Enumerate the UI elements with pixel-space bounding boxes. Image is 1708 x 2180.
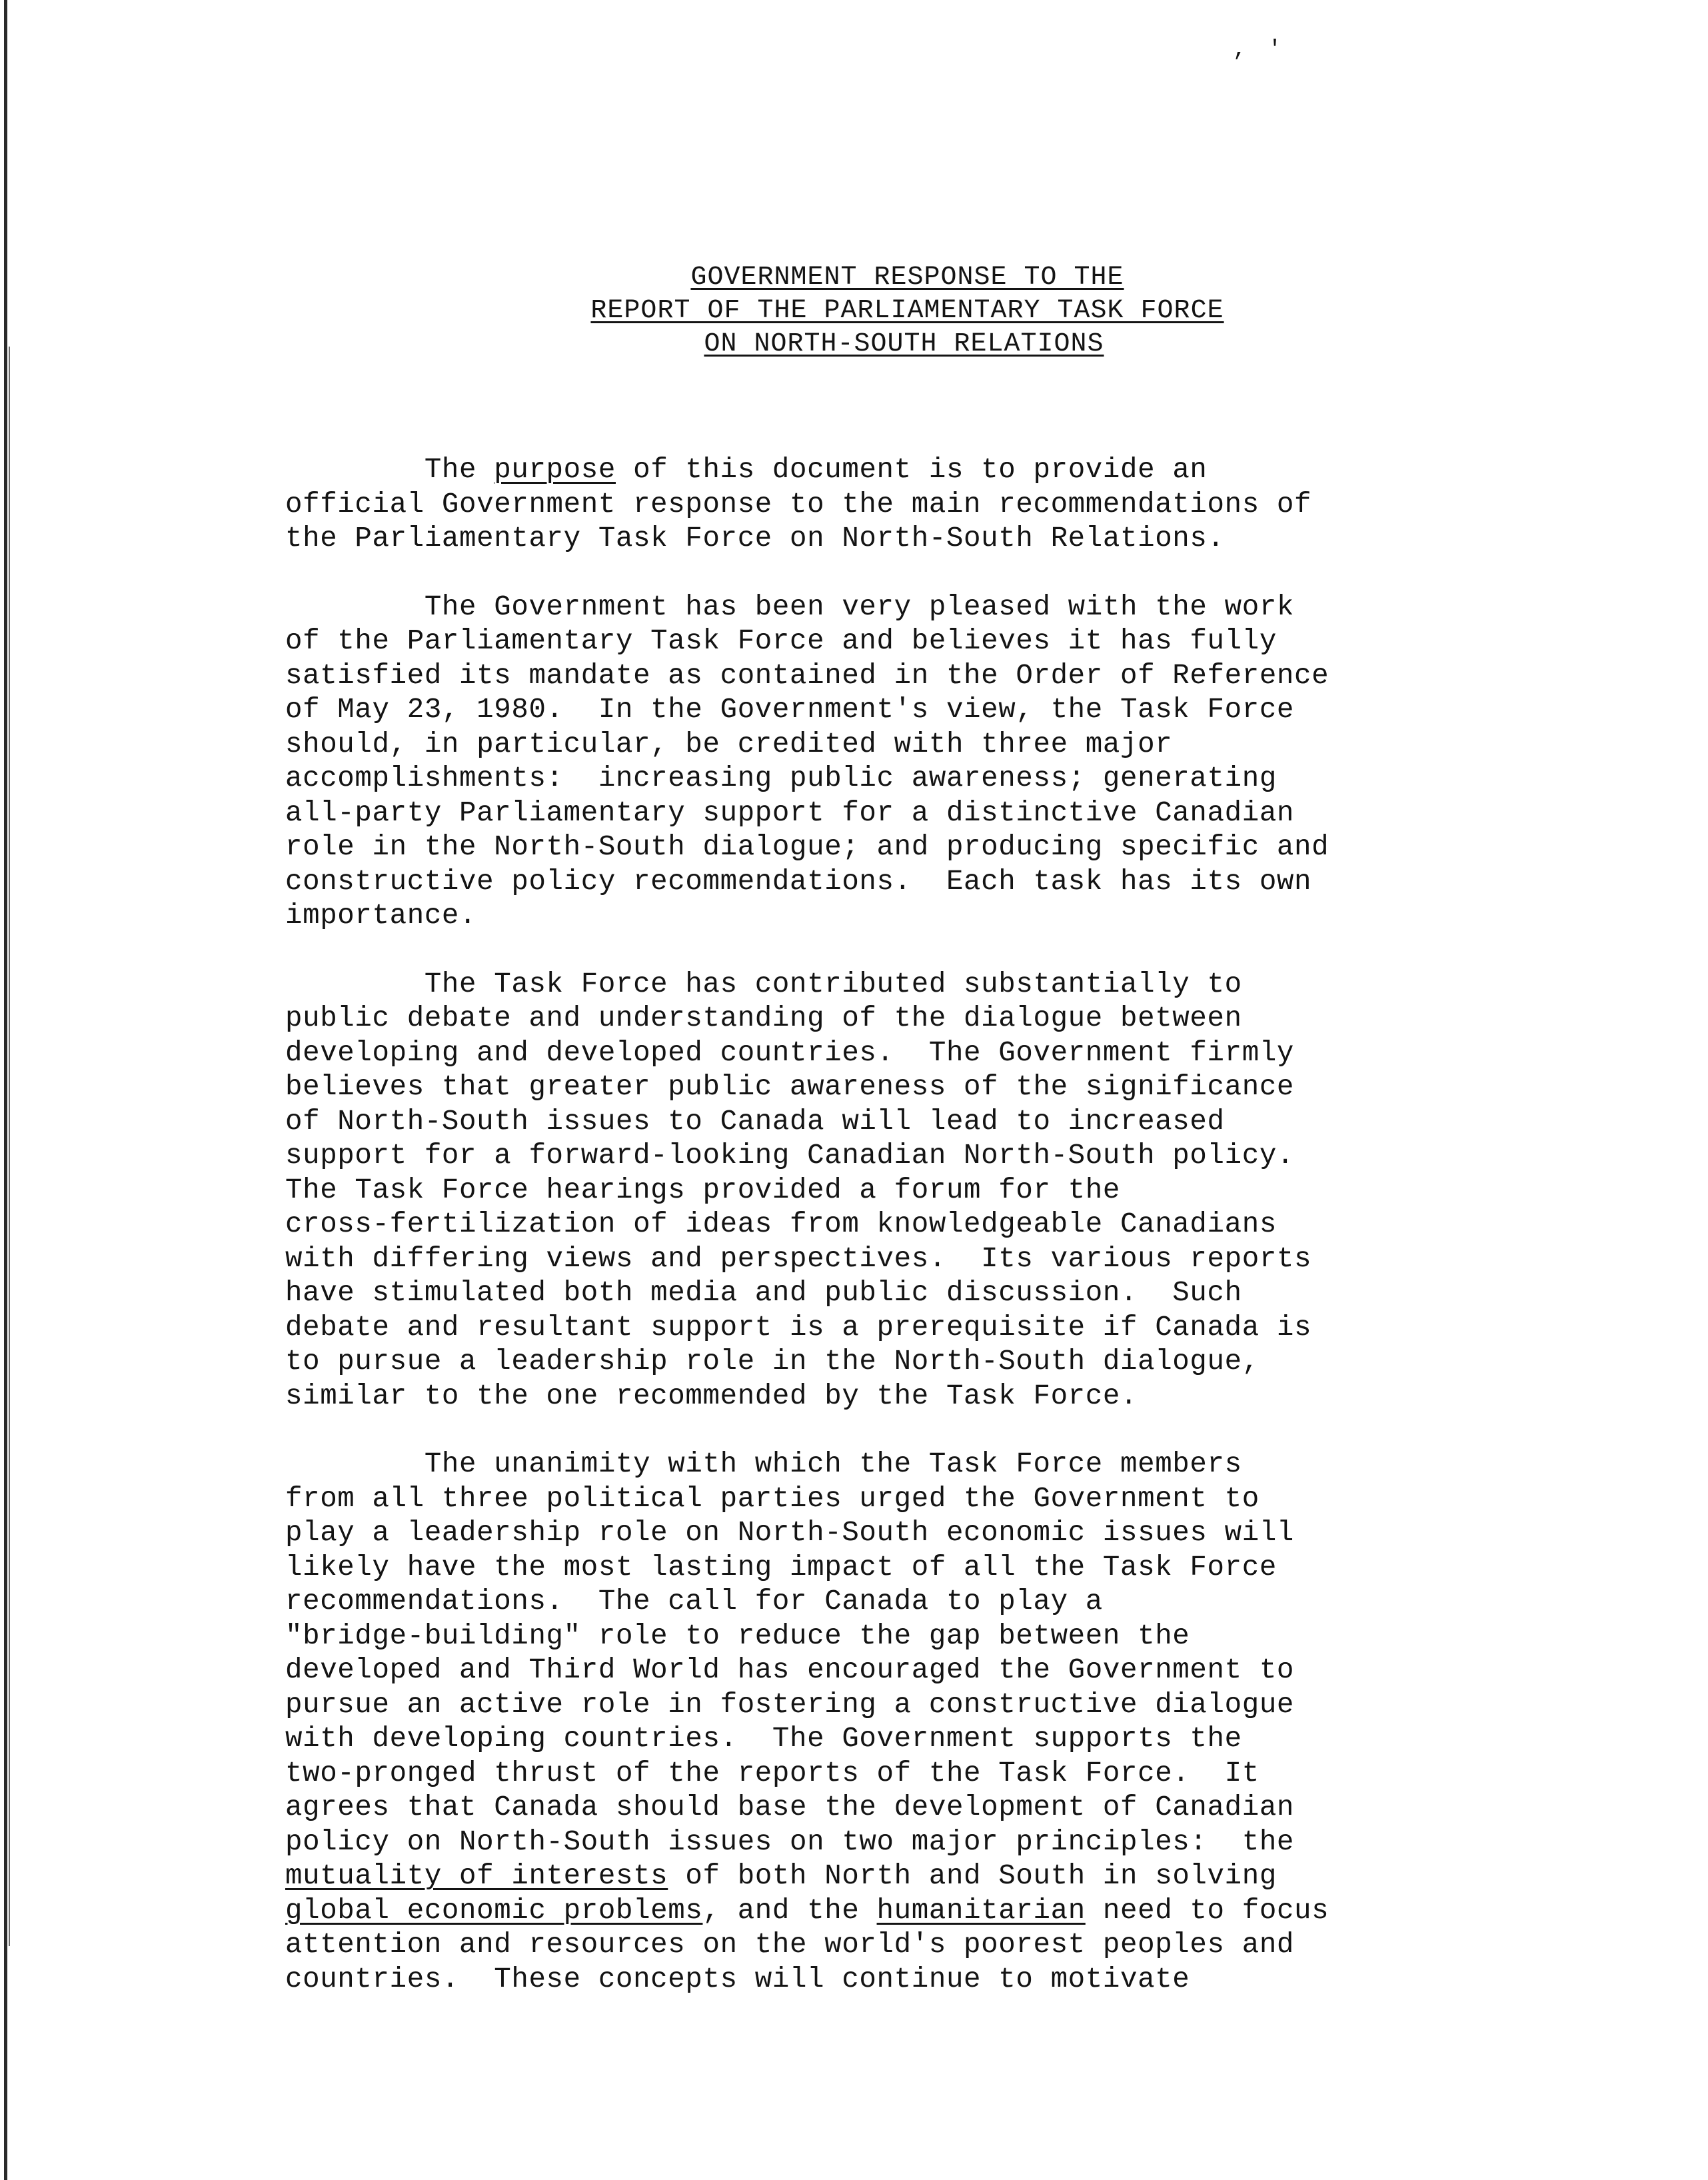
text-line bbox=[285, 1551, 1525, 1586]
text-segment: attention and resources on the world's poorest peoples and bbox=[285, 1929, 1295, 1961]
text-line bbox=[285, 830, 1525, 865]
text-segment: debate and resultant support is a prerequisite if Canada is bbox=[285, 1311, 1312, 1344]
text-segment: support for a forward-looking Canadian North-South policy. bbox=[285, 1140, 1295, 1172]
document-body bbox=[285, 453, 1525, 2031]
text-segment: two-pronged thrust of the reports of the Task Force. It bbox=[285, 1757, 1260, 1789]
text-line bbox=[285, 1276, 1525, 1311]
paragraph-3 bbox=[285, 968, 1525, 1414]
text-line bbox=[285, 796, 1525, 831]
text-segment: role in the North-South dialogue; and producing specific and bbox=[285, 831, 1329, 863]
text-segment: recommendations. The call for Canada to play a bbox=[285, 1586, 1103, 1618]
text-line bbox=[285, 968, 1525, 1002]
text-segment: with differing views and perspectives. Its various reports bbox=[285, 1242, 1312, 1275]
text-segment: satisfied its mandate as contained in the Order of Reference bbox=[285, 659, 1329, 692]
text-line bbox=[285, 1653, 1525, 1688]
title-line-3: ON NORTH-SOUTH RELATIONS bbox=[704, 329, 1104, 359]
text-segment: The Government has been very pleased with the work bbox=[285, 590, 1295, 623]
text-line bbox=[285, 1002, 1525, 1036]
binding-edge-shadow bbox=[9, 347, 10, 1946]
text-segment: countries. These concepts will continue to motivate bbox=[285, 1963, 1190, 1995]
text-segment: The Task Force has contributed substantially to bbox=[285, 968, 1242, 1000]
underlined-phrase: mutuality of interests bbox=[285, 1860, 668, 1892]
text-line bbox=[285, 1825, 1525, 1860]
text-line bbox=[285, 590, 1525, 625]
text-line bbox=[285, 453, 1525, 488]
underlined-phrase: purpose bbox=[494, 454, 616, 486]
text-line bbox=[285, 1380, 1525, 1414]
text-segment: believes that greater public awareness of the significance bbox=[285, 1071, 1295, 1103]
text-segment: of North-South issues to Canada will lead to increased bbox=[285, 1105, 1225, 1138]
text-line bbox=[285, 522, 1525, 556]
title-line-1: GOVERNMENT RESPONSE TO THE bbox=[690, 263, 1124, 293]
text-segment: have stimulated both media and public discussion. Such bbox=[285, 1277, 1242, 1309]
text-line bbox=[285, 1242, 1525, 1277]
text-line bbox=[285, 1722, 1525, 1757]
text-segment: of May 23, 1980. In the Government's view, the Task Force bbox=[285, 694, 1295, 726]
text-line bbox=[285, 1036, 1525, 1071]
text-line bbox=[285, 1859, 1525, 1894]
text-line bbox=[285, 1894, 1525, 1929]
text-segment: to pursue a leadership role in the North-South dialogue, bbox=[285, 1346, 1260, 1378]
text-line bbox=[285, 693, 1525, 728]
text-segment: likely have the most lasting impact of all the Task Force bbox=[285, 1551, 1277, 1584]
text-line bbox=[285, 1070, 1525, 1105]
underlined-phrase: humanitarian bbox=[876, 1894, 1086, 1927]
text-line bbox=[285, 1688, 1525, 1723]
text-segment: The Task Force hearings provided a forum for the bbox=[285, 1174, 1120, 1206]
text-line bbox=[285, 865, 1525, 900]
text-line bbox=[285, 1963, 1525, 1997]
text-line bbox=[285, 1585, 1525, 1620]
text-line bbox=[285, 1311, 1525, 1346]
underlined-phrase: global economic problems bbox=[285, 1894, 703, 1927]
text-segment: cross-fertilization of ideas from knowledgeable Canadians bbox=[285, 1208, 1277, 1240]
text-line bbox=[285, 728, 1525, 762]
text-line bbox=[285, 1928, 1525, 1963]
text-line bbox=[285, 488, 1525, 523]
text-line bbox=[285, 762, 1525, 796]
text-segment: public debate and understanding of the dialogue between bbox=[285, 1002, 1242, 1034]
text-segment: policy on North-South issues on two major principles: the bbox=[285, 1825, 1295, 1858]
text-line bbox=[285, 1757, 1525, 1791]
text-segment: should, in particular, be credited with three major bbox=[285, 728, 1173, 760]
text-segment: all-party Parliamentary support for a distinctive Canadian bbox=[285, 796, 1295, 829]
paragraph-2 bbox=[285, 590, 1525, 934]
text-line bbox=[285, 659, 1525, 694]
title-line-2: REPORT OF THE PARLIAMENTARY TASK FORCE bbox=[590, 296, 1224, 326]
paragraph-4 bbox=[285, 1448, 1525, 1997]
text-segment: accomplishments: increasing public awareness; generating bbox=[285, 762, 1277, 794]
text-line bbox=[285, 899, 1525, 934]
text-segment: play a leadership role on North-South economic issues will bbox=[285, 1517, 1295, 1549]
text-segment: of both North and South in solving bbox=[668, 1860, 1277, 1892]
text-segment: developing and developed countries. The Government firmly bbox=[285, 1036, 1295, 1069]
text-segment: importance. bbox=[285, 900, 477, 932]
text-line bbox=[285, 624, 1525, 659]
text-line bbox=[285, 1105, 1525, 1140]
text-segment: pursue an active role in fostering a constructive dialogue bbox=[285, 1688, 1295, 1721]
text-line bbox=[285, 1208, 1525, 1242]
text-segment: the Parliamentary Task Force on North-South Relations. bbox=[285, 523, 1225, 554]
text-segment: The bbox=[285, 454, 494, 486]
text-line bbox=[285, 1174, 1525, 1208]
text-segment: "bridge-building" role to reduce the gap between the bbox=[285, 1620, 1190, 1652]
text-line bbox=[285, 1448, 1525, 1482]
text-segment: constructive policy recommendations. Each task has its own bbox=[285, 865, 1312, 898]
text-segment: of this document is to provide an bbox=[615, 454, 1208, 486]
text-line bbox=[285, 1139, 1525, 1174]
text-segment: similar to the one recommended by the Task Force. bbox=[285, 1380, 1138, 1412]
paragraph-1 bbox=[285, 453, 1525, 556]
document-title bbox=[0, 261, 1708, 361]
text-segment: agrees that Canada should base the development of Canadian bbox=[285, 1791, 1295, 1823]
text-segment: of the Parliamentary Task Force and believes it has fully bbox=[285, 625, 1277, 657]
text-segment: developed and Third World has encouraged the Government to bbox=[285, 1654, 1295, 1686]
text-line bbox=[285, 1620, 1525, 1654]
text-line bbox=[285, 1516, 1525, 1551]
text-segment: official Government response to the main recommendations of bbox=[285, 488, 1312, 521]
text-segment: need to focus bbox=[1085, 1894, 1329, 1927]
text-segment: with developing countries. The Government supports the bbox=[285, 1723, 1242, 1755]
text-line bbox=[285, 1345, 1525, 1380]
text-segment: The unanimity with which the Task Force members bbox=[285, 1448, 1242, 1480]
text-line bbox=[285, 1482, 1525, 1517]
text-segment: , and the bbox=[702, 1894, 877, 1927]
text-segment: from all three political parties urged the Government to bbox=[285, 1482, 1260, 1515]
text-line bbox=[285, 1791, 1525, 1825]
corner-mark: , ' bbox=[1233, 37, 1286, 63]
